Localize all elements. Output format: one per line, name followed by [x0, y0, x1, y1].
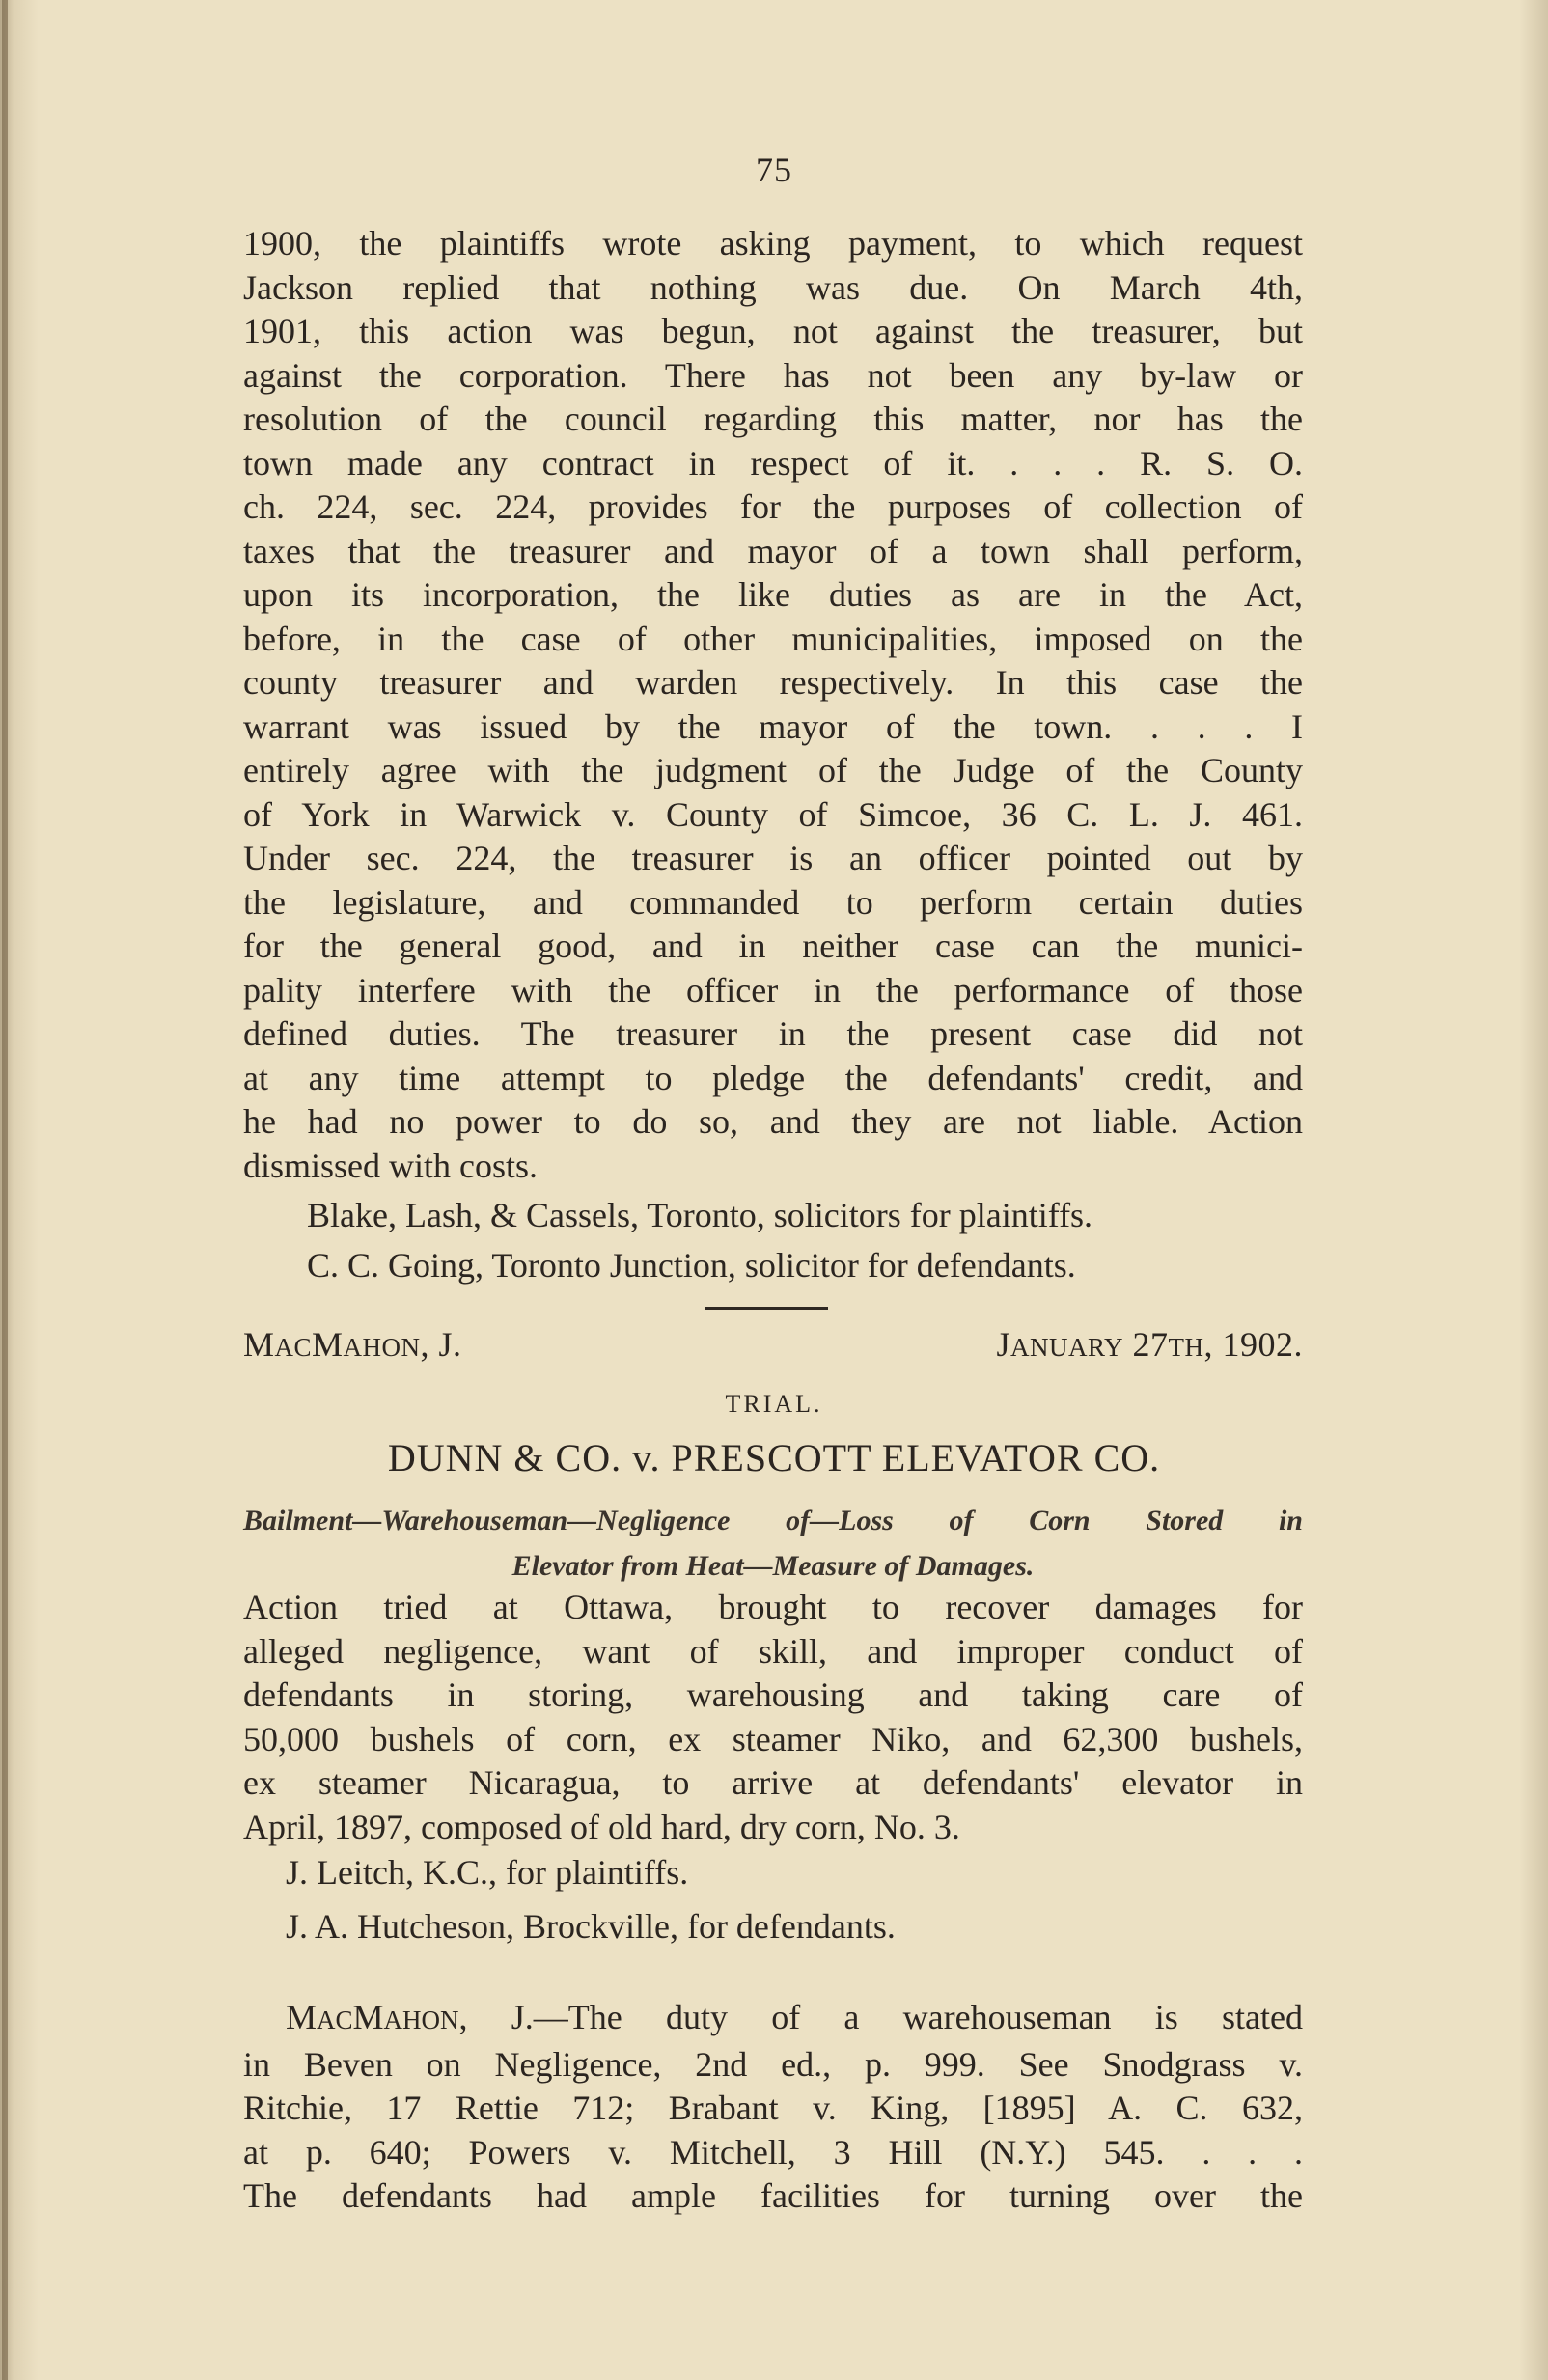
paragraph-line: Jackson replied that nothing was due. On March 4th, [243, 267, 1303, 307]
paragraph-line: 50,000 bushels of corn, ex steamer Niko, and 62,300 bushels, [243, 1719, 1303, 1758]
paragraph-line: resolution of the council regarding this matter, nor has the [243, 400, 1303, 438]
paragraph-line: in Beven on Negligence, 2nd ed., p. 999. See Snodgrass v. [243, 2044, 1303, 2084]
paragraph-line: MACMAHON, J.—The duty of a warehouseman is stated [286, 1998, 1303, 2036]
paragraph-line: the legislature, and commanded to perform certain duties [243, 882, 1303, 922]
paragraph-line: for the general good, and in neither case can the munici- [243, 927, 1303, 965]
opinion-paragraph-continued [243, 222, 1303, 1188]
solicitors-block [243, 1194, 1303, 1287]
facts-paragraph [243, 1586, 1303, 1849]
headnote-line: Elevator from Heat—Measure of Damages. [511, 1550, 1035, 1582]
paragraph-line: defendants in storing, warehousing and taking care of [243, 1675, 1303, 1714]
paragraph [243, 1996, 1303, 2219]
judge-name: MACMAHON, J. [243, 1325, 462, 1364]
paragraph-line: against the corporation. There has not been any by-law or [243, 355, 1303, 395]
solicitor-defendants: C. C. Going, Toronto Junction, solicitor for defendants. [307, 1245, 1076, 1285]
paragraph-line: town made any contract in respect of it. . . . R. S. O. [243, 443, 1303, 483]
paragraph-line: warrant was issued by the mayor of the town. . . . I [243, 706, 1303, 746]
headnote-line: Bailment—Warehouseman—Negligence of—Loss of Corn Stored in [243, 1505, 1303, 1536]
judgment-date: JANUARY 27TH, 1902. [996, 1325, 1303, 1364]
paragraph-line: 1901, this action was begun, not against the treasurer, but [243, 312, 1303, 350]
counsel-block [243, 1851, 1303, 1949]
paragraph-line: Ritchie, 17 Rettie 712; Brabant v. King, [1895] A. C. 632, [243, 2089, 1303, 2127]
case-title: DUNN & CO. v. PRESCOTT ELEVATOR CO. [387, 1436, 1161, 1480]
page-number: 75 [756, 151, 792, 189]
trial-label: TRIAL. [725, 1390, 823, 1418]
paragraph-line: Under sec. 224, the treasurer is an officer pointed out by [243, 839, 1303, 877]
paragraph-line: 1900, the plaintiffs wrote asking payment, to which request [243, 224, 1303, 263]
headnote [243, 1498, 1303, 1589]
paragraph-line: before, in the case of other municipalities, imposed on the [243, 619, 1303, 658]
counsel-defendants: J. A. Hutcheson, Brockville, for defendants. [286, 1906, 896, 1946]
paragraph [243, 222, 1303, 1188]
paragraph-line: Action tried at Ottawa, brought to recover damages for [243, 1588, 1303, 1626]
judgment-paragraph [243, 1996, 1303, 2219]
paragraph-line: taxes that the treasurer and mayor of a town shall perform, [243, 531, 1303, 570]
paragraph-line: at any time attempt to pledge the defendants' credit, and [243, 1058, 1303, 1097]
paragraph-line: The defendants had ample facilities for turning over the [243, 2176, 1303, 2215]
binding-edge [2, 0, 8, 2380]
paragraph-line: alleged negligence, want of skill, and improper conduct of [243, 1631, 1303, 1671]
paragraph-line: defined duties. The treasurer in the present case did not [243, 1014, 1303, 1053]
paragraph-line: upon its incorporation, the like duties as are in the Act, [243, 575, 1303, 614]
paragraph-line: of York in Warwick v. County of Simcoe, 36 C. L. J. 461. [243, 794, 1303, 834]
paragraph-line: he had no power to do so, and they are not liable. Action [243, 1102, 1303, 1141]
solicitor-plaintiffs: Blake, Lash, & Cassels, Toronto, solicitors for plaintiffs. [307, 1196, 1093, 1234]
paragraph-line: April, 1897, composed of old hard, dry corn, No. 3. [243, 1807, 960, 1846]
paragraph-line: pality interfere with the officer in the performance of those [243, 970, 1303, 1010]
paragraph-line: ex steamer Nicaragua, to arrive at defendants' elevator in [243, 1763, 1303, 1802]
paragraph-line: entirely agree with the judgment of the Judge of the County [243, 751, 1303, 789]
paragraph [243, 1586, 1303, 1849]
paragraph-line: county treasurer and warden respectively. In this case the [243, 663, 1303, 702]
section-divider [705, 1307, 828, 1310]
paragraph-line: dismissed with costs. [243, 1146, 539, 1185]
paragraph-line: ch. 224, sec. 224, provides for the purposes of collection of [243, 487, 1303, 526]
paragraph-line: at p. 640; Powers v. Mitchell, 3 Hill (N.Y.) 545. . . . [243, 2132, 1303, 2172]
counsel-plaintiffs: J. Leitch, K.C., for plaintiffs. [286, 1853, 689, 1892]
